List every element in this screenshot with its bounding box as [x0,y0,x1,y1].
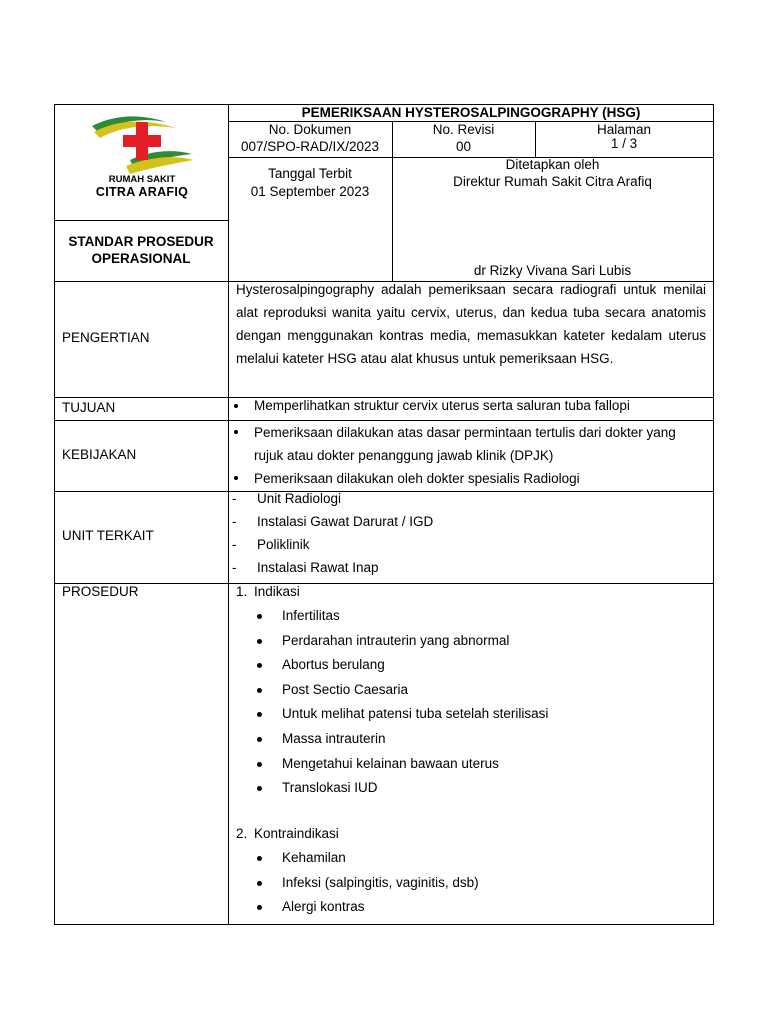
revision-value: 00 [455,139,472,154]
signatory-name: dr Rizky Vivana Sari Lubis [473,263,632,278]
doc-number-label: No. Dokumen [268,122,352,137]
list-item [254,604,548,629]
indikasi-item-text: Mengetahui kelainan bawaan uterus [282,755,499,771]
indikasi-title: Indikasi [254,584,300,599]
unit-terkait-label: UNIT TERKAIT [62,528,154,543]
approved-by-line1: Ditetapkan oleh [505,157,600,172]
list-item: - Instalasi Gawat Darurat / IGD [232,514,434,529]
revision-label: No. Revisi [432,122,495,137]
indikasi-item-text: Translokasi IUD [282,780,378,796]
list-item [232,398,630,414]
bullet-icon [234,430,238,434]
logo-text-line1: RUMAH SAKIT [108,174,176,185]
bullet-icon [257,663,262,668]
bullet-icon [257,762,262,767]
list-item [254,895,479,920]
unit-terkait-list [232,487,433,579]
unit-item-text: Unit Radiologi [257,491,342,506]
bullet-icon [257,688,262,693]
indikasi-item-text: Massa intrauterin [282,730,386,746]
list-item: - Unit Radiologi [232,491,342,506]
bullet-icon [234,476,238,480]
sop-title-line1: STANDAR PROSEDUR [68,234,214,249]
kebijakan-item2: Pemeriksaan dilakukan oleh dokter spesialis Radiologi [254,471,580,486]
indikasi-item-text: Post Sectio Caesaria [282,681,409,697]
indikasi-list [254,604,548,801]
approved-by-line2: Direktur Rumah Sakit Citra Arafiq [453,174,652,189]
list-item [232,421,708,467]
list-item [254,678,548,703]
page-label: Halaman [596,122,652,137]
unit-item-text: Instalasi Rawat Inap [257,560,379,575]
kontraindikasi-heading [236,826,339,842]
list-item [254,846,479,871]
bullet-icon [257,786,262,791]
pengertian-text: Hysterosalpingography adalah pemeriksaan secara radiografi untuk menilai alat reproduksi wanita yaitu cervix, uterus, dan kedua tuba secara anatomis dengan menggunakan kontras media, memasukkan kateter kedalam uterus melalui kateter HSG atau alat khusus untuk pemeriksaan HSG. [236,282,706,366]
bullet-icon [257,639,262,644]
indikasi-item-text: Abortus berulang [282,657,385,673]
logo-emblem-icon [86,108,198,178]
bullet-icon [257,856,262,861]
indikasi-heading [236,584,300,600]
bullet-icon [257,614,262,619]
tujuan-list [232,398,630,414]
bullet-icon [234,404,238,408]
logo-text-line2: CITRA ARAFIQ [95,185,189,199]
tujuan-label: TUJUAN [62,400,116,415]
list-item: - Poliklinik [232,537,310,552]
issue-date-value: 01 September 2023 [250,184,370,199]
pengertian-label: PENGERTIAN [62,330,150,345]
kebijakan-item1-line1: Pemeriksaan dilakukan atas dasar permintaan tertulis dari dokter yang [254,425,676,440]
list-item [254,776,548,801]
prosedur-label: PROSEDUR [62,584,139,599]
page-value: 1 / 3 [610,136,638,151]
tujuan-item-text: Memperlihatkan struktur cervix uterus serta saluran tuba fallopi [254,398,630,413]
kebijakan-item1-line2: rujuk atau dokter penanggung jawab klinik (DPJK) [254,448,554,463]
bullet-icon [257,905,262,910]
list-item [254,653,548,678]
document-title: PEMERIKSAAN HYSTEROSALPINGOGRAPHY (HSG) [301,105,641,120]
kontraindikasi-title: Kontraindikasi [254,826,339,841]
kontraindikasi-number: 2. [236,826,248,841]
indikasi-item-text: Perdarahan intrauterin yang abnormal [282,632,510,648]
kebijakan-list [232,421,708,490]
bullet-icon [257,881,262,886]
issue-date-label: Tanggal Terbit [268,166,352,181]
indikasi-number: 1. [236,584,248,599]
sop-title-line2: OPERASIONAL [91,251,191,266]
bullet-icon [257,737,262,742]
kontraindikasi-item-text: Infeksi (salpingitis, vaginitis, dsb) [282,874,479,890]
indikasi-item-text: Infertilitas [282,608,340,623]
list-item [254,629,548,654]
kebijakan-label: KEBIJAKAN [62,447,137,462]
unit-item-text: Instalasi Gawat Darurat / IGD [257,514,434,529]
kontraindikasi-item-text: Kehamilan [282,850,346,865]
indikasi-item-text: Untuk melihat patensi tuba setelah sterilisasi [282,706,549,722]
doc-number-value: 007/SPO-RAD/IX/2023 [240,139,380,154]
list-item [254,727,548,752]
kontraindikasi-item-text: Alergi kontras [282,899,365,915]
kontraindikasi-list [254,846,479,920]
list-item: - Instalasi Rawat Inap [232,560,379,575]
bullet-icon [257,712,262,717]
list-item [254,871,479,896]
list-item [254,752,548,777]
list-item [254,702,548,727]
unit-item-text: Poliklinik [257,537,310,552]
hospital-logo [86,108,198,208]
